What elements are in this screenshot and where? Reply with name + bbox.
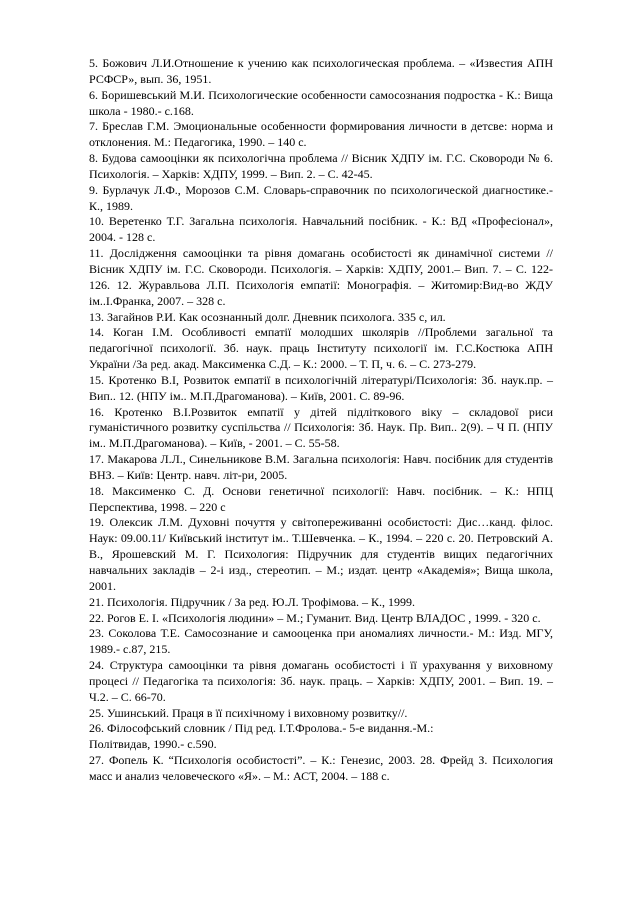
reference-item: 17. Макарова Л.Л., Синельникове В.М. Загальна психологія: Навч. посібник для студентів ВНЗ. – Київ: Центр. навч. літ-ри, 2005. [89, 452, 553, 482]
reference-list [89, 56, 553, 785]
reference-item: 7. Бреслав Г.М. Эмоциональные особенности формирования личности в детсве: норма и отклонения. М.: Педагогика, 1990. – 140 с. [89, 119, 553, 150]
reference-item: 6. Боришевський М.И. Психологические особенности самосознания подростка - К.: Вища школа - 1980.- с.168. [89, 87, 553, 118]
reference-item: 14. Коган І.М. Особливості емпатії молодших школярів //Проблеми загальної та педагогічної психології. Зб. наук. праць Інституту психології ім. Г.С.Костюка АПН України /За ред. акад. Максименка С.Д. – К.: 2000. – Т. П, ч. 6. – С. 273-279. [89, 325, 553, 372]
reference-item: 5. Божович Л.И.Отношение к учению как психологическая проблема. – «Известия АПН РСФСР», вып. 36, 1951. [89, 56, 553, 86]
reference-item: 23. Соколова Т.Е. Самосознание и самооценка при аномалиях личности.- М.: Изд. МГУ, 1989.- с.87, 215. [89, 626, 553, 657]
reference-item: Політвидав, 1990.- с.590. [89, 737, 217, 752]
reference-item: 11. Дослідження самооцінки та рівня домагань особистості як динамічної системи // Вісник ХДПУ ім. Г.С. Сковороди. Психологія. – Харків: ХДПУ, 2001.– Вип. 7. – С. 122-126. 12. Журавльова Л.П. Психологія емпатії: Монографія. – Житомир:Вид-во ЖДУ ім..І.Франка, 2007. – 328 с. [89, 246, 553, 308]
reference-item: 21. Психологія. Підручник / За ред. Ю.Л. Трофімова. – К., 1999. [89, 594, 416, 609]
reference-item: 10. Веретенко Т.Г. Загальна психологія. Навчальний посібник. - К.: ВД «Професіонал», 2004. - 128 с. [89, 214, 553, 245]
reference-item: 9. Бурлачук Л.Ф., Морозов С.М. Словарь-справочник по психологической диагностике.- К., 1989. [89, 182, 553, 213]
reference-item: 15. Кротенко В.І, Розвиток емпатії в психологічній літературі/Психологія: Зб. наук.пр. – Вип.. 12. (НПУ ім.. М.П.Драгоманова). – Київ, 2001. С. 89-96. [89, 372, 553, 403]
reference-item: 27. Фопель К. “Психологія особистості”. – К.: Генезис, 2003. 28. Фрейд З. Психология масс и анализ человеческого «Я». – М.: АСТ, 2004. – 188 с. [89, 753, 553, 783]
reference-item: 26. Філософський словник / Під ред. І.Т.Фролова.- 5-е видання.-М.: [89, 721, 434, 736]
reference-item: 24. Структура самооцінки та рівня домагань особистості і її урахування у виховному процесі // Педагогіка та психологія: Зб. наук. праць. – Харків: ХДПУ, 2001. – Вип. 19. – Ч.2. – С. 66-70. [89, 658, 553, 704]
reference-item: 25. Ушинський. Праця в її психічному і виховному розвитку//. [89, 705, 408, 720]
reference-item: 19. Олексик Л.М. Духовні почуття у світопереживанні особистості: Дис…канд. філос. Наук: 09.00.11/ Київський інститут ім.. Т.Шевченка. – К., 1994. – 220 с. 20. Петровский А. В., Ярошевский М. Г. Психология: Підручник для студентів вищих педагогічних навчальних закладів – 2-і изд., стереотип. – М.; издат. центр «Академія»; Вища школа, 2001. [89, 515, 553, 593]
reference-item: 22. Рогов Е. І. «Психологія людини» – М.; Гуманит. Вид. Центр ВЛАДОС , 1999. - 320 с. [89, 610, 541, 625]
reference-item: 8. Будова самооцінки як психологічна проблема // Вісник ХДПУ ім. Г.С. Сковороди № 6. Психологія. – Харків: ХДПУ, 1999. – Вип. 2. – С. 42-45. [89, 151, 553, 181]
reference-item: 16. Кротенко В.І.Розвиток емпатії у дітей підліткового віку – складової риси гуманістичного розвитку суспільства // Психологія: Зб. Наук. Пр. Вип.. 2(9). – Ч П. (НПУ ім.. М.П.Драгоманова). – Київ, - 2001. – С. 55-58. [89, 404, 553, 451]
reference-item: 18. Максименко С. Д. Основи генетичної психології: Навч. посібник. – К.: НПЦ Перспектива, 1998. – 220 с [89, 483, 553, 514]
reference-item: 13. Загайнов Р.И. Как осознанный долг. Дневник психолога. 335 с, ил. [89, 309, 446, 324]
